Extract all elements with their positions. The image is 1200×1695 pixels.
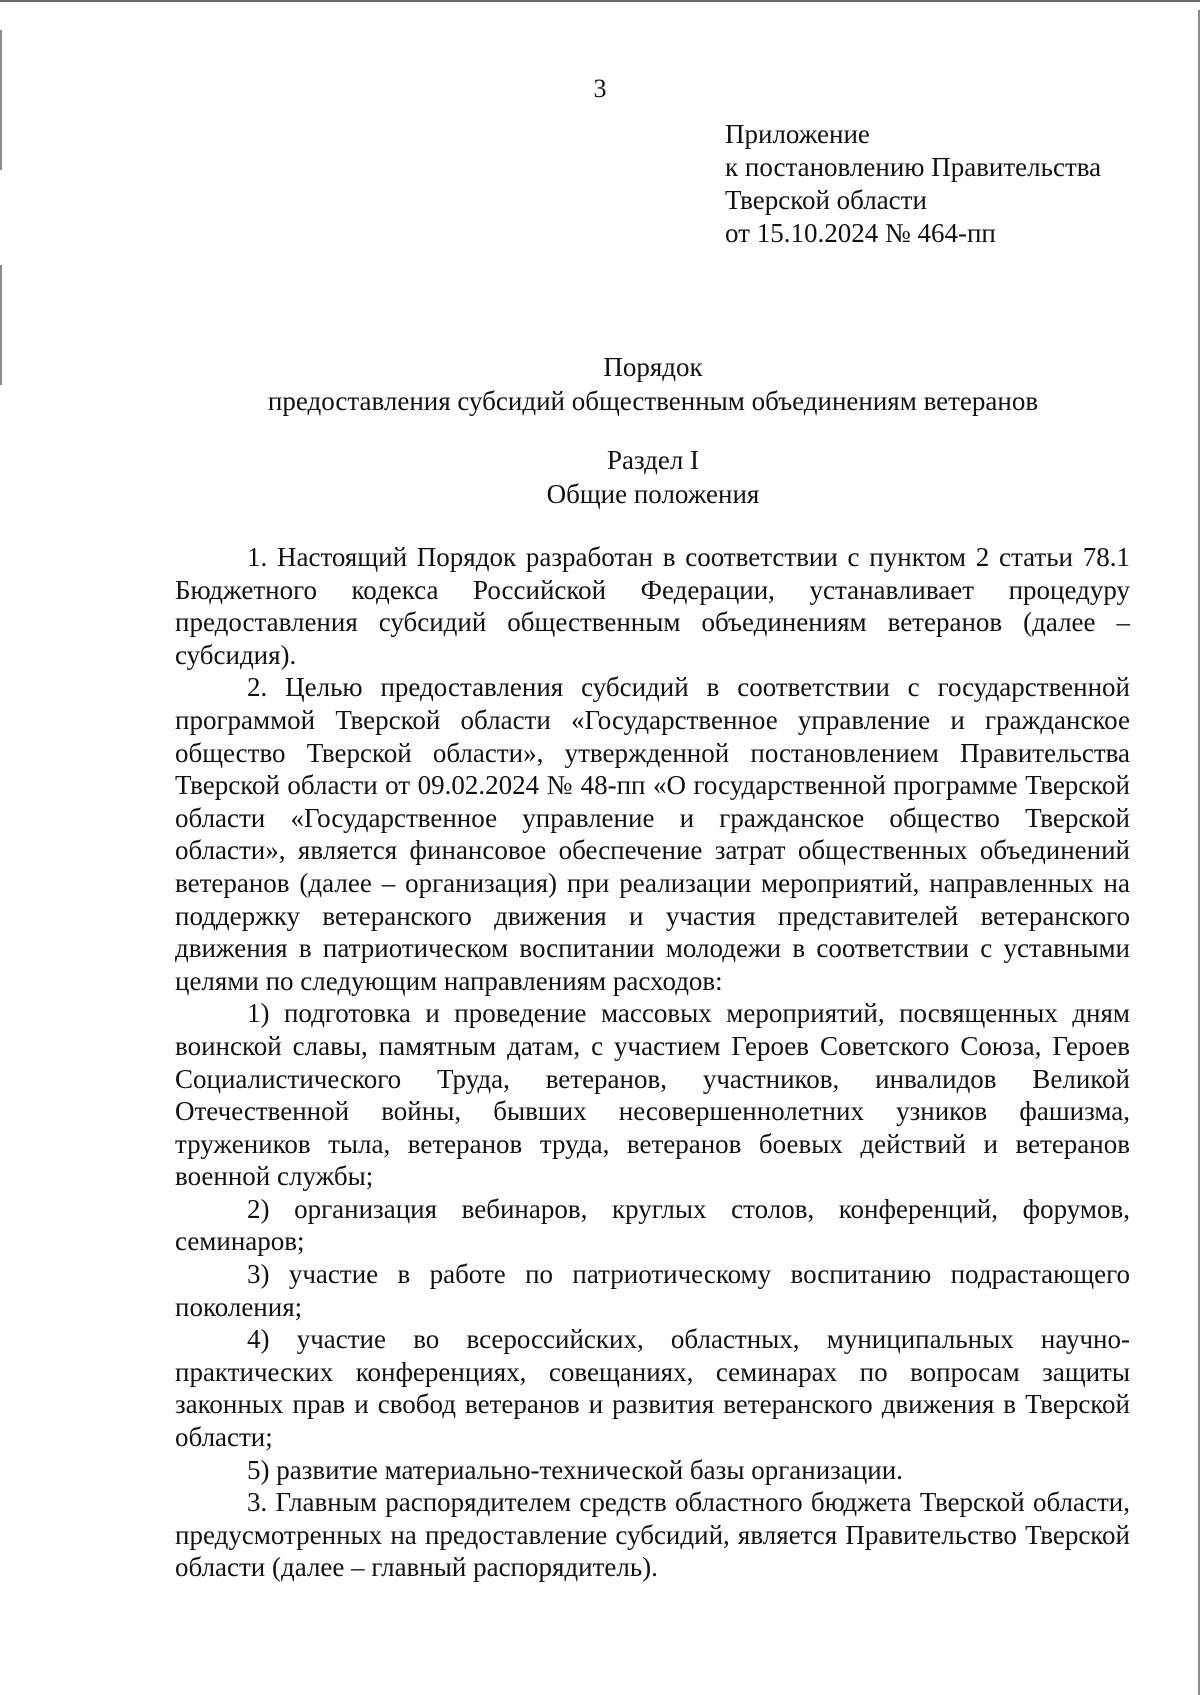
paragraph: 5) развитие материально-технической базы организации.	[247, 1454, 903, 1485]
page-number: 3	[593, 74, 607, 103]
document-subtitle-line: предоставления субсидий общественным объединениям ветеранов	[267, 386, 1039, 416]
body-text	[175, 541, 1130, 1584]
paragraph: 1. Настоящий Порядок разработан в соответствии с пунктом 2 статьи 78.1 Бюджетного кодекса Российской Федерации, устанавливает процедуру предоставления субсидий общественным объединениям ветеранов (далее – субсидия).	[175, 542, 1130, 670]
paragraph: 3. Главным распорядителем средств областного бюджета Тверской области, предусмотренных на предоставление субсидий, является Правительство Тверской области (далее – главный распорядитель).	[175, 1487, 1130, 1583]
paragraph: 3) участие в работе по патриотическому воспитанию подрастающего поколения;	[175, 1259, 1130, 1322]
paragraph: 4) участие во всероссийских, областных, муниципальных научно-практических конференциях, совещаниях, семинарах по вопросам защиты законных прав и свобод ветеранов и развития ветеранского движения в Тверской области;	[175, 1324, 1130, 1453]
appendix-line: Тверской области	[725, 185, 927, 215]
document-title	[0, 350, 1200, 418]
scan-edge-top	[0, 0, 1200, 2]
paragraph: 2. Целью предоставления субсидий в соответствии с государственной программой Тверской области «Государственное управление и гражданское общество Тверской области», утвержденной постановлением Правительства Тверской области от 09.02.2024 № 48-пп «О государственной программе Тверской области «Государственное управление и гражданское общество Тверской области», является финансовое обеспечение затрат общественных объединений ветеранов (далее – организация) при реализации мероприятий, направленных на поддержку ветеранского движения и участия представителей ветеранского движения в патриотическом воспитании молодежи в соответствии с уставными целями по следующим направлениям расходов:	[175, 672, 1130, 996]
appendix-block	[725, 118, 1101, 250]
appendix-line: к постановлению Правительства	[725, 152, 1102, 182]
document-title-line: Порядок	[603, 352, 703, 382]
appendix-line: Приложение	[725, 119, 870, 149]
section-heading	[0, 443, 1200, 511]
paragraph: 2) организация вебинаров, круглых столов, конференций, форумов, семинаров;	[175, 1193, 1130, 1257]
appendix-line: от 15.10.2024 № 464-пп	[725, 218, 996, 248]
section-name: Общие положения	[546, 479, 760, 509]
section-number: Раздел I	[606, 445, 700, 475]
paragraph: 1) подготовка и проведение массовых мероприятий, посвященных дням воинской славы, памятным датам, с участием Героев Советского Союза, Героев Социалистического Труда, ветеранов, участников, инвалидов Великой Отечественной войны, бывших несовершеннолетних узников фашизма, тружеников тыла, ветеранов труда, ветеранов боевых действий и ветеранов военной службы;	[175, 998, 1130, 1192]
